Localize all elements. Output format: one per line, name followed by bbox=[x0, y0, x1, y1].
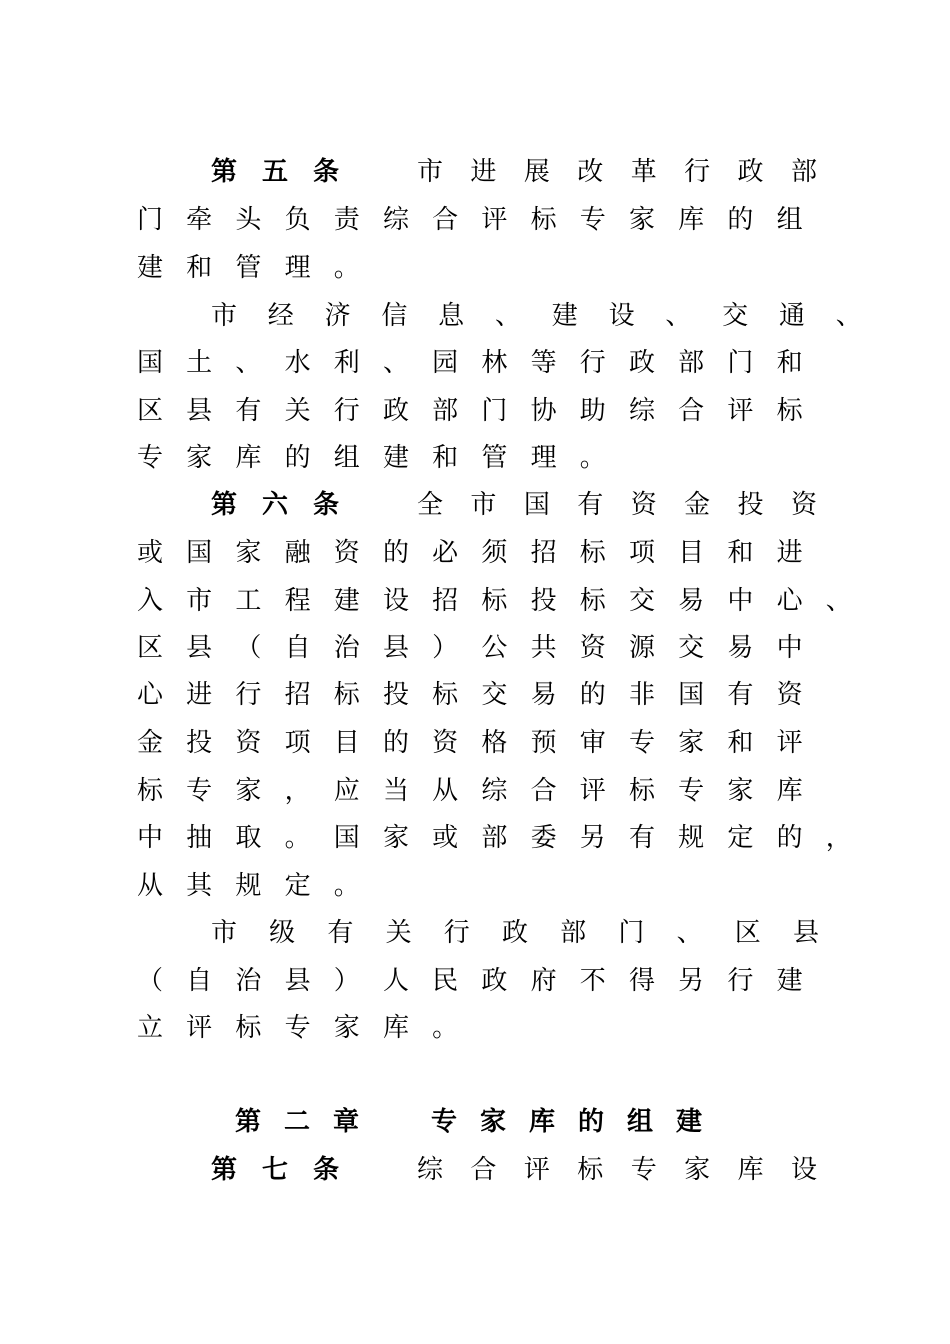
glyph: 库 bbox=[235, 443, 262, 473]
glyph: 自 bbox=[186, 966, 213, 996]
glyph: 县 bbox=[284, 966, 311, 996]
glyph: 交 bbox=[678, 633, 705, 663]
glyph: 易 bbox=[727, 633, 754, 663]
glyph: 和 bbox=[727, 728, 754, 758]
glyph: 牵 bbox=[186, 205, 213, 235]
glyph: 部 bbox=[481, 823, 508, 853]
glyph: 评 bbox=[579, 776, 606, 806]
glyph: 家 bbox=[333, 1013, 360, 1043]
glyph: 县 bbox=[186, 633, 213, 663]
glyph: 另 bbox=[678, 966, 705, 996]
glyph: 专 bbox=[678, 776, 705, 806]
glyph: ， bbox=[825, 823, 852, 853]
glyph: 投 bbox=[530, 586, 557, 616]
glyph: 库 bbox=[678, 205, 705, 235]
glyph: 库 bbox=[382, 1013, 409, 1043]
glyph: 标 bbox=[579, 538, 606, 568]
glyph: 民 bbox=[432, 966, 459, 996]
glyph: 交 bbox=[722, 301, 749, 331]
glyph: 设 bbox=[608, 301, 635, 331]
glyph: 入 bbox=[136, 586, 163, 616]
glyph: 政 bbox=[382, 396, 409, 426]
glyph: 库 bbox=[776, 776, 803, 806]
glyph: 家 bbox=[382, 823, 409, 853]
glyph: 合 bbox=[470, 1155, 497, 1185]
glyph: 行 bbox=[333, 396, 360, 426]
glyph: 建 bbox=[382, 443, 409, 473]
glyph: 易 bbox=[678, 586, 705, 616]
glyph: 设 bbox=[790, 1155, 817, 1185]
glyph: 有 bbox=[577, 490, 604, 520]
glyph: 门 bbox=[727, 348, 754, 378]
glyph: 标 bbox=[579, 586, 606, 616]
glyph: 融 bbox=[284, 538, 311, 568]
glyph: 全 bbox=[416, 490, 443, 520]
glyph: 头 bbox=[235, 205, 262, 235]
glyph: 。 bbox=[432, 1013, 459, 1043]
glyph: 理 bbox=[530, 443, 557, 473]
glyph: 设 bbox=[382, 586, 409, 616]
glyph: 区 bbox=[136, 396, 163, 426]
glyph: 必 bbox=[432, 538, 459, 568]
glyph: 建 bbox=[776, 966, 803, 996]
glyph: 展 bbox=[523, 157, 550, 187]
glyph: 招 bbox=[530, 538, 557, 568]
glyph: 专 bbox=[628, 728, 655, 758]
glyph: 中 bbox=[727, 586, 754, 616]
glyph: 资 bbox=[333, 538, 360, 568]
glyph: 评 bbox=[523, 1155, 550, 1185]
glyph: 库 bbox=[737, 1155, 764, 1185]
glyph: 条 bbox=[312, 1155, 339, 1185]
glyph: 资 bbox=[776, 680, 803, 710]
glyph: 政 bbox=[628, 348, 655, 378]
glyph: 综 bbox=[481, 776, 508, 806]
glyph: 济 bbox=[324, 301, 351, 331]
glyph: 评 bbox=[186, 1013, 213, 1043]
glyph: 部 bbox=[678, 348, 705, 378]
glyph: 第 bbox=[210, 1155, 237, 1185]
glyph: 资 bbox=[432, 728, 459, 758]
glyph: 门 bbox=[481, 396, 508, 426]
glyph: 政 bbox=[501, 918, 528, 948]
glyph: 第 bbox=[210, 157, 237, 187]
glyph: 专 bbox=[630, 1155, 657, 1185]
glyph: 市 bbox=[416, 157, 443, 187]
glyph: 公 bbox=[481, 633, 508, 663]
glyph: 和 bbox=[727, 538, 754, 568]
glyph: 、 bbox=[494, 301, 521, 331]
glyph: 心 bbox=[776, 586, 803, 616]
glyph: 易 bbox=[530, 680, 557, 710]
glyph: 程 bbox=[284, 586, 311, 616]
glyph: 当 bbox=[382, 776, 409, 806]
glyph: 合 bbox=[678, 396, 705, 426]
glyph: 和 bbox=[776, 348, 803, 378]
glyph: 金 bbox=[136, 728, 163, 758]
glyph: 国 bbox=[333, 823, 360, 853]
glyph: 定 bbox=[284, 871, 311, 901]
glyph: 行 bbox=[727, 966, 754, 996]
glyph: 部 bbox=[790, 157, 817, 187]
glyph: 条 bbox=[312, 490, 339, 520]
glyph: 级 bbox=[269, 918, 296, 948]
glyph: 不 bbox=[579, 966, 606, 996]
glyph: 市 bbox=[210, 918, 237, 948]
glyph: 有 bbox=[327, 918, 354, 948]
glyph: 府 bbox=[530, 966, 557, 996]
glyph: 标 bbox=[481, 586, 508, 616]
glyph: 信 bbox=[381, 301, 408, 331]
glyph: 利 bbox=[333, 348, 360, 378]
glyph: 格 bbox=[481, 728, 508, 758]
glyph: 抽 bbox=[186, 823, 213, 853]
glyph: 市 bbox=[470, 490, 497, 520]
glyph: 招 bbox=[432, 586, 459, 616]
glyph: 从 bbox=[432, 776, 459, 806]
glyph: 标 bbox=[136, 776, 163, 806]
glyph: 家 bbox=[479, 1107, 506, 1137]
glyph: 协 bbox=[530, 396, 557, 426]
glyph: 交 bbox=[481, 680, 508, 710]
glyph: 土 bbox=[186, 348, 213, 378]
glyph: 国 bbox=[678, 680, 705, 710]
glyph: ） bbox=[333, 966, 360, 996]
glyph: 取 bbox=[235, 823, 262, 853]
glyph: 资 bbox=[579, 633, 606, 663]
glyph: 目 bbox=[678, 538, 705, 568]
glyph: 建 bbox=[551, 301, 578, 331]
glyph: 通 bbox=[778, 301, 805, 331]
glyph: 应 bbox=[333, 776, 360, 806]
glyph: 政 bbox=[481, 966, 508, 996]
glyph: 共 bbox=[530, 633, 557, 663]
glyph: 区 bbox=[136, 633, 163, 663]
glyph: 源 bbox=[628, 633, 655, 663]
glyph: 关 bbox=[385, 918, 412, 948]
glyph: 负 bbox=[284, 205, 311, 235]
glyph: 第 bbox=[210, 490, 237, 520]
glyph: 家 bbox=[684, 1155, 711, 1185]
glyph: 。 bbox=[333, 253, 360, 283]
glyph: 库 bbox=[528, 1107, 555, 1137]
glyph: 得 bbox=[628, 966, 655, 996]
glyph: 标 bbox=[235, 1013, 262, 1043]
glyph: 等 bbox=[530, 348, 557, 378]
glyph: 另 bbox=[579, 823, 606, 853]
glyph: 的 bbox=[382, 728, 409, 758]
glyph: 工 bbox=[235, 586, 262, 616]
glyph: 家 bbox=[628, 205, 655, 235]
glyph: 规 bbox=[678, 823, 705, 853]
glyph: 第 bbox=[234, 1107, 261, 1137]
glyph: 标 bbox=[628, 776, 655, 806]
glyph: 助 bbox=[579, 396, 606, 426]
glyph: 五 bbox=[261, 157, 288, 187]
glyph: 专 bbox=[579, 205, 606, 235]
glyph: 六 bbox=[261, 490, 288, 520]
glyph: 条 bbox=[312, 157, 339, 187]
glyph: 园 bbox=[432, 348, 459, 378]
glyph: 治 bbox=[333, 633, 360, 663]
glyph: 理 bbox=[284, 253, 311, 283]
glyph: 。 bbox=[333, 871, 360, 901]
glyph: 、 bbox=[825, 586, 852, 616]
glyph: 专 bbox=[136, 443, 163, 473]
glyph: 资 bbox=[235, 728, 262, 758]
glyph: 市 bbox=[210, 301, 237, 331]
glyph: 组 bbox=[626, 1107, 653, 1137]
glyph: 综 bbox=[416, 1155, 443, 1185]
glyph: 预 bbox=[530, 728, 557, 758]
glyph: 立 bbox=[136, 1013, 163, 1043]
glyph: 中 bbox=[136, 823, 163, 853]
glyph: 县 bbox=[186, 396, 213, 426]
glyph: 进 bbox=[186, 680, 213, 710]
glyph: 的 bbox=[577, 1107, 604, 1137]
glyph: 定 bbox=[727, 823, 754, 853]
glyph: 。 bbox=[284, 823, 311, 853]
glyph: 目 bbox=[333, 728, 360, 758]
glyph: 组 bbox=[333, 443, 360, 473]
glyph: 标 bbox=[530, 205, 557, 235]
glyph: 标 bbox=[432, 680, 459, 710]
glyph: 林 bbox=[481, 348, 508, 378]
glyph: 其 bbox=[186, 871, 213, 901]
glyph: 行 bbox=[579, 348, 606, 378]
glyph: 专 bbox=[430, 1107, 457, 1137]
glyph: 管 bbox=[235, 253, 262, 283]
glyph: 委 bbox=[530, 823, 557, 853]
glyph: 部 bbox=[560, 918, 587, 948]
glyph: 行 bbox=[443, 918, 470, 948]
glyph: 的 bbox=[382, 538, 409, 568]
glyph: 有 bbox=[235, 396, 262, 426]
glyph: 合 bbox=[530, 776, 557, 806]
glyph: ） bbox=[432, 633, 459, 663]
glyph: 标 bbox=[333, 680, 360, 710]
glyph: 评 bbox=[727, 396, 754, 426]
glyph: 、 bbox=[382, 348, 409, 378]
glyph: 关 bbox=[284, 396, 311, 426]
glyph: 、 bbox=[676, 918, 703, 948]
glyph: 治 bbox=[235, 966, 262, 996]
glyph: 的 bbox=[776, 823, 803, 853]
glyph: 综 bbox=[628, 396, 655, 426]
glyph: 交 bbox=[628, 586, 655, 616]
glyph: 、 bbox=[835, 301, 862, 331]
glyph: 家 bbox=[235, 776, 262, 806]
glyph: 和 bbox=[186, 253, 213, 283]
glyph: 评 bbox=[776, 728, 803, 758]
glyph: 组 bbox=[776, 205, 803, 235]
glyph: 项 bbox=[628, 538, 655, 568]
glyph: 二 bbox=[283, 1107, 310, 1137]
glyph: 市 bbox=[186, 586, 213, 616]
glyph: 门 bbox=[136, 205, 163, 235]
glyph: 或 bbox=[136, 538, 163, 568]
glyph: 专 bbox=[186, 776, 213, 806]
glyph: 建 bbox=[333, 586, 360, 616]
glyph: 金 bbox=[684, 490, 711, 520]
glyph: 综 bbox=[382, 205, 409, 235]
glyph: 家 bbox=[678, 728, 705, 758]
glyph: 、 bbox=[665, 301, 692, 331]
glyph: 标 bbox=[776, 396, 803, 426]
glyph: 的 bbox=[727, 205, 754, 235]
glyph: 县 bbox=[792, 918, 819, 948]
glyph: 招 bbox=[284, 680, 311, 710]
glyph: 有 bbox=[727, 680, 754, 710]
glyph: 项 bbox=[284, 728, 311, 758]
glyph: 有 bbox=[628, 823, 655, 853]
glyph: 国 bbox=[136, 348, 163, 378]
glyph: 息 bbox=[438, 301, 465, 331]
glyph: （ bbox=[235, 633, 262, 663]
glyph: 从 bbox=[136, 871, 163, 901]
glyph: 专 bbox=[284, 1013, 311, 1043]
glyph: 心 bbox=[136, 680, 163, 710]
glyph: 投 bbox=[737, 490, 764, 520]
glyph: 建 bbox=[675, 1107, 702, 1137]
glyph: 合 bbox=[432, 205, 459, 235]
glyph: 责 bbox=[333, 205, 360, 235]
glyph: 或 bbox=[432, 823, 459, 853]
glyph: 的 bbox=[579, 680, 606, 710]
glyph: ， bbox=[284, 776, 311, 806]
glyph: 和 bbox=[432, 443, 459, 473]
glyph: 区 bbox=[734, 918, 761, 948]
glyph: 经 bbox=[267, 301, 294, 331]
glyph: 行 bbox=[684, 157, 711, 187]
glyph: 进 bbox=[776, 538, 803, 568]
glyph: 规 bbox=[235, 871, 262, 901]
glyph: 标 bbox=[577, 1155, 604, 1185]
glyph: 家 bbox=[235, 538, 262, 568]
glyph: 评 bbox=[481, 205, 508, 235]
glyph: 七 bbox=[261, 1155, 288, 1185]
glyph: 非 bbox=[628, 680, 655, 710]
glyph: 改 bbox=[577, 157, 604, 187]
glyph: 资 bbox=[630, 490, 657, 520]
glyph: 审 bbox=[579, 728, 606, 758]
glyph: 水 bbox=[284, 348, 311, 378]
glyph: 资 bbox=[790, 490, 817, 520]
glyph: 国 bbox=[523, 490, 550, 520]
glyph: 建 bbox=[136, 253, 163, 283]
glyph: （ bbox=[136, 966, 163, 996]
glyph: 。 bbox=[579, 443, 606, 473]
glyph: 门 bbox=[618, 918, 645, 948]
glyph: 行 bbox=[235, 680, 262, 710]
glyph: 、 bbox=[235, 348, 262, 378]
glyph: 中 bbox=[776, 633, 803, 663]
glyph: 须 bbox=[481, 538, 508, 568]
glyph: 章 bbox=[332, 1107, 359, 1137]
glyph: 革 bbox=[630, 157, 657, 187]
glyph: 投 bbox=[382, 680, 409, 710]
glyph: 投 bbox=[186, 728, 213, 758]
glyph: 县 bbox=[382, 633, 409, 663]
glyph: 国 bbox=[186, 538, 213, 568]
glyph: 政 bbox=[737, 157, 764, 187]
glyph: 家 bbox=[186, 443, 213, 473]
glyph: 自 bbox=[284, 633, 311, 663]
glyph: 的 bbox=[284, 443, 311, 473]
glyph: 人 bbox=[382, 966, 409, 996]
glyph: 管 bbox=[481, 443, 508, 473]
glyph: 部 bbox=[432, 396, 459, 426]
glyph: 进 bbox=[470, 157, 497, 187]
glyph: 家 bbox=[727, 776, 754, 806]
